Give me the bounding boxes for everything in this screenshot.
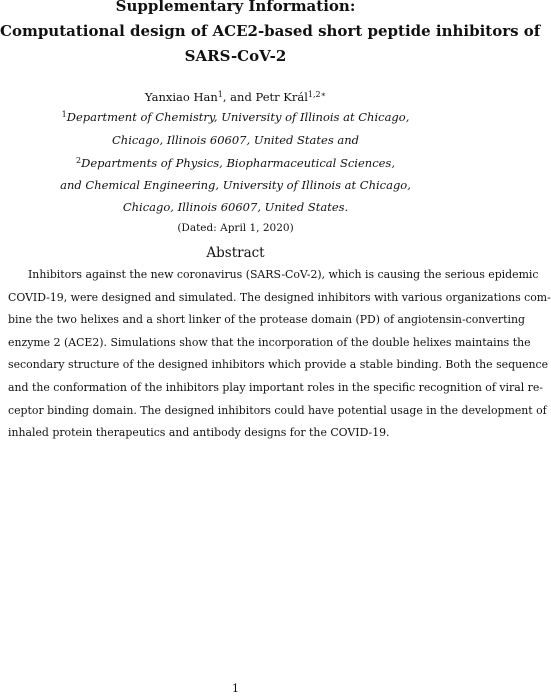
- abstract-line: Inhibitors against the new coronavirus (SARS-CoV-2), which is causing the serious epidemic: [28, 268, 539, 281]
- abstract-line: ceptor binding domain. The designed inhibitors could have potential usage in the development of: [8, 403, 547, 417]
- title-line-3: SARS-CoV-2: [184, 47, 287, 65]
- abstract-line: and the conformation of the inhibitors play important roles in the specific recognition of viral re-: [8, 380, 543, 394]
- affiliation-marker: 1: [217, 90, 223, 99]
- abstract-line: COVID-19, were designed and simulated. The designed inhibitors with various organizations com-: [8, 290, 551, 304]
- page-number: 1: [232, 682, 239, 695]
- affiliation-line: [0, 131, 471, 149]
- abstract-line: bine the two helixes and a short linker of the protease domain (PD) of angiotensin-converting: [8, 313, 525, 327]
- title-line-2: Computational design of ACE2-based short peptide inhibitors of: [0, 22, 541, 40]
- author-name: Petr Král: [255, 90, 308, 104]
- affiliation-text: Chicago, Illinois 60607, United States and: [112, 133, 359, 147]
- abstract-line: inhaled protein therapeutics and antibody designs for the COVID-19.: [8, 426, 390, 440]
- affiliation-line: [0, 176, 471, 194]
- affiliation-text: Departments of Physics, Biopharmaceutical Sciences,: [81, 156, 395, 170]
- affiliation-line: [0, 108, 471, 126]
- author-list: [0, 88, 471, 106]
- abstract-body: [8, 264, 551, 445]
- affiliation-text: Department of Chemistry, University of Illinois at Chicago,: [66, 110, 410, 124]
- abstract-line: secondary structure of the designed inhibitors which provide a stable binding. Both the sequence: [8, 358, 549, 372]
- title-line-1: Supplementary Information:: [115, 0, 356, 15]
- affiliation-marker: 1,2∗: [307, 90, 327, 99]
- affiliation-text: Chicago, Illinois 60607, United States.: [122, 200, 349, 214]
- abstract-line: enzyme 2 (ACE2). Simulations show that the incorporation of the double helixes maintains the: [8, 335, 531, 349]
- affiliation-marker: 2: [76, 156, 82, 165]
- abstract-heading: Abstract: [206, 245, 265, 261]
- affiliation-text: and Chemical Engineering, University of Illinois at Chicago,: [60, 178, 411, 192]
- affiliation-marker: 1: [61, 110, 67, 119]
- dated-line: (Dated: April 1, 2020): [177, 222, 294, 234]
- affiliation-line: [0, 154, 471, 172]
- author-connector: , and: [222, 90, 256, 104]
- affiliation-line: [0, 198, 471, 216]
- author-name: Yanxiao Han: [144, 90, 218, 104]
